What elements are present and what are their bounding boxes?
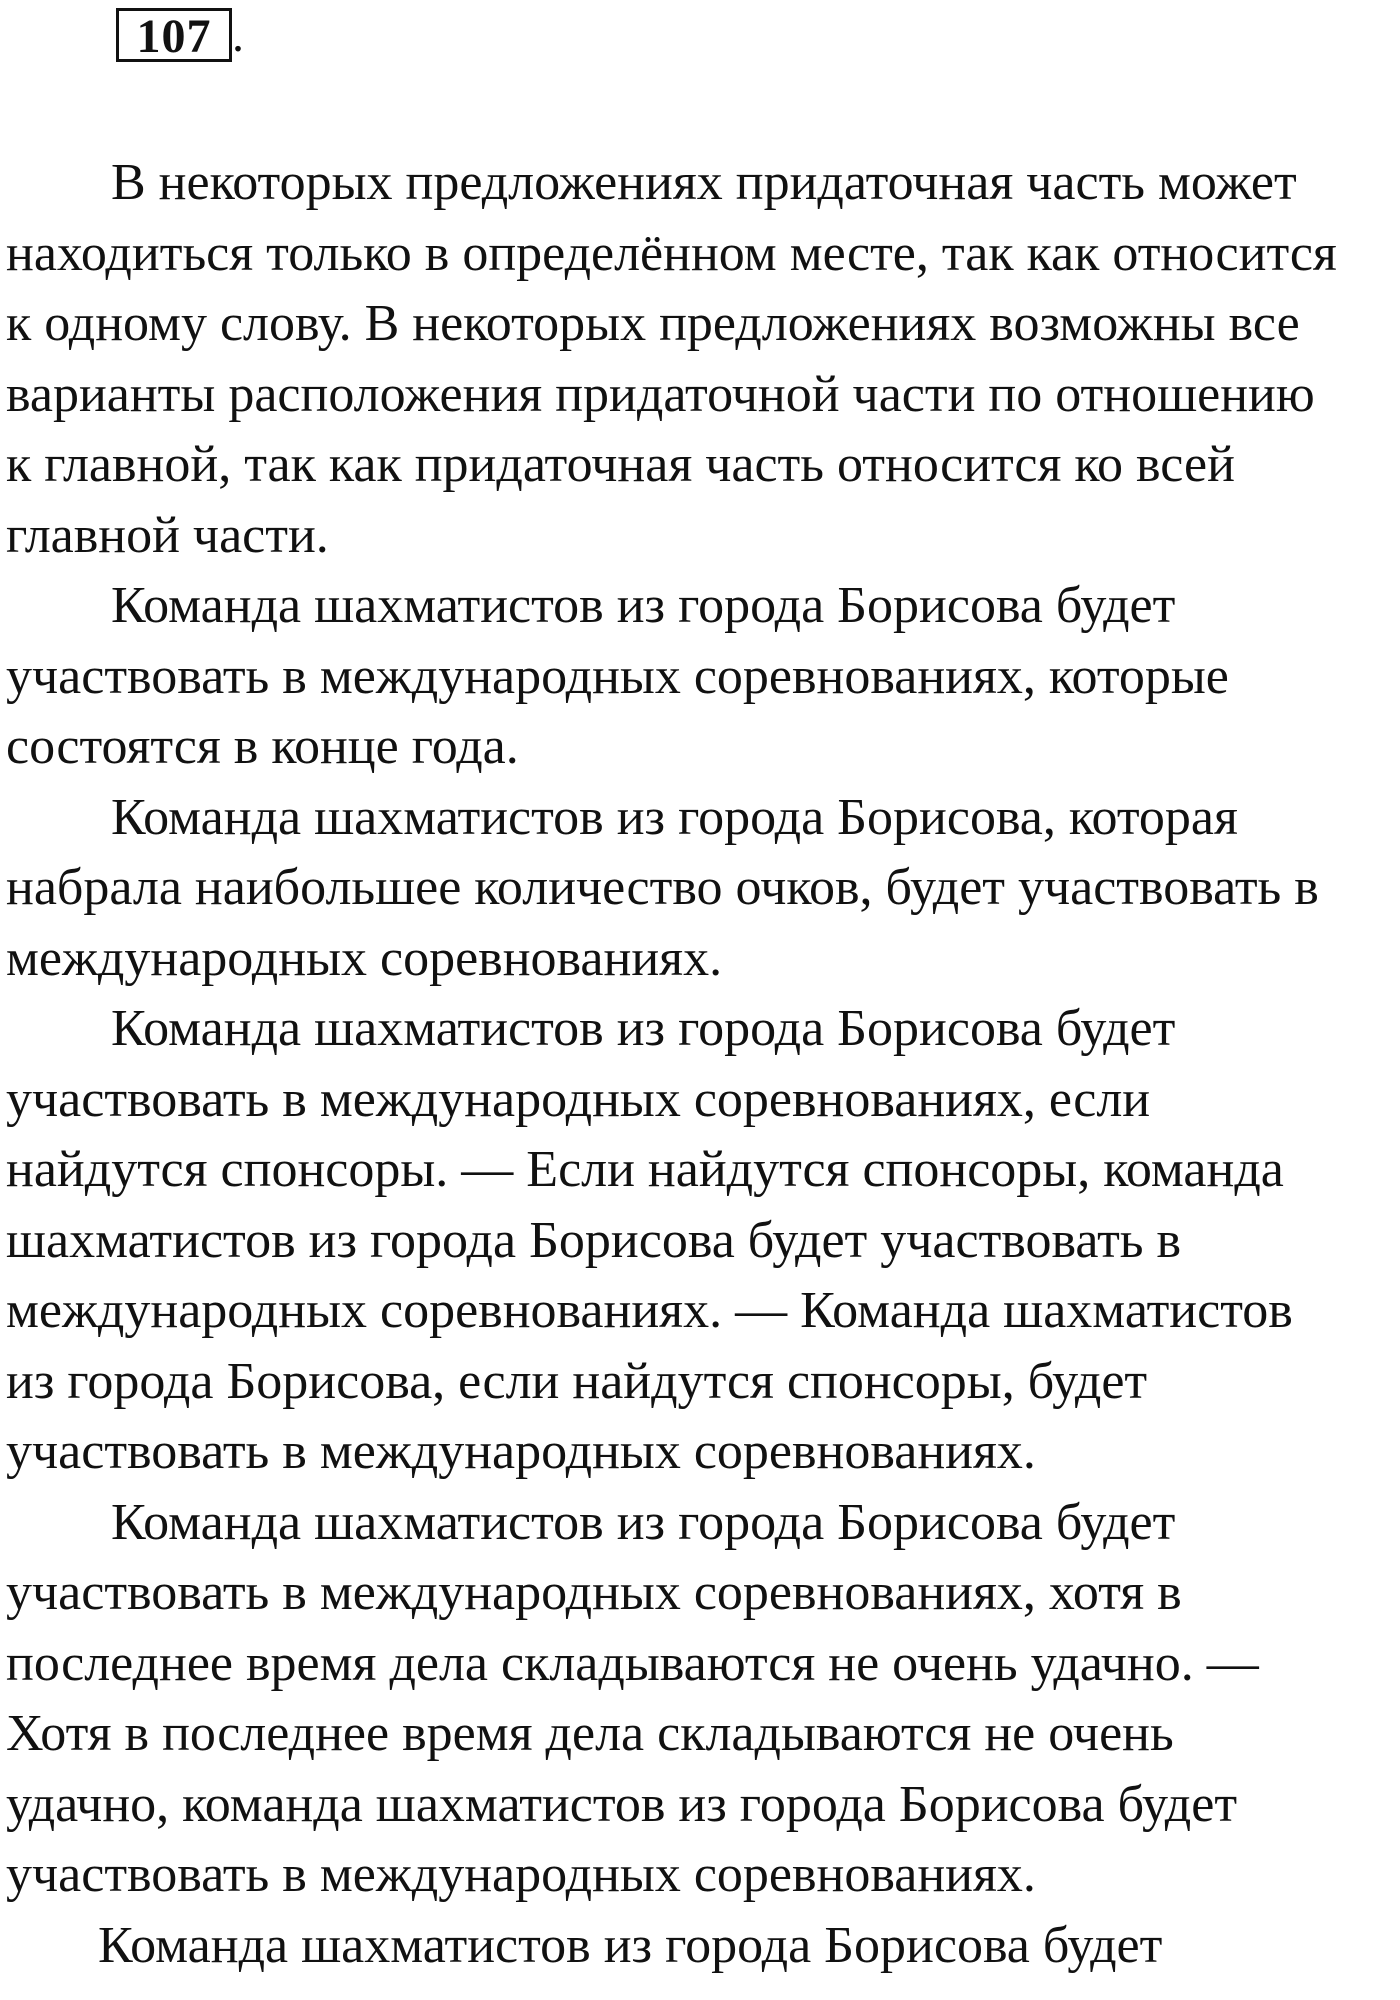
paragraph <box>6 148 1391 571</box>
exercise-number: 107 <box>116 8 232 62</box>
text-line: участвовать в международных соревнованиях. <box>6 1423 1036 1480</box>
paragraph <box>6 1911 1391 1982</box>
text-line: Команда шахматистов из города Борисова будет <box>111 1493 1176 1551</box>
text-line: участвовать в международных соревнованиях, если <box>6 1070 1151 1128</box>
text-line: Команда шахматистов из города Борисова будет <box>111 1000 1176 1057</box>
paragraph <box>6 1488 1391 1911</box>
text-line: международных соревнованиях. — Команда шахматистов <box>6 1282 1293 1339</box>
text-line: Команда шахматистов из города Борисова будет <box>98 1916 1163 1974</box>
text-line: к главной, так как придаточная часть относится ко всей <box>6 436 1235 493</box>
exercise-number-dot: . <box>232 9 244 62</box>
text-line: Команда шахматистов из города Борисова, которая <box>111 788 1238 846</box>
text-line: удачно, команда шахматистов из города Борисова будет <box>6 1775 1238 1833</box>
text-line: международных соревнованиях. <box>6 929 723 987</box>
text-line: найдутся спонсоры. — Если найдутся спонсоры, команда <box>6 1141 1284 1198</box>
text-line: последнее время дела складываются не очень удачно. — <box>6 1634 1259 1692</box>
text-line: к одному слову. В некоторых предложениях возможны все <box>6 295 1300 352</box>
text-line: состоятся в конце года. <box>6 718 519 775</box>
document-body <box>6 148 1391 1981</box>
text-line: Команда шахматистов из города Борисова будет <box>111 577 1176 634</box>
text-line: находиться только в определённом месте, так как относится <box>6 224 1337 282</box>
text-line: главной части. <box>6 506 329 564</box>
text-line: Хотя в последнее время дела складываются не очень <box>6 1705 1174 1762</box>
text-line: участвовать в международных соревнованиях. <box>6 1846 1036 1903</box>
paragraph <box>6 783 1391 995</box>
text-line: шахматистов из города Борисова будет участвовать в <box>6 1211 1182 1269</box>
text-line: варианты расположения придаточной части по отношению <box>6 365 1315 423</box>
text-line: В некоторых предложениях придаточная часть может <box>111 154 1297 211</box>
text-line: участвовать в международных соревнованиях, которые <box>6 647 1229 705</box>
text-line: набрала наибольшее количество очков, будет участвовать в <box>6 859 1319 916</box>
text-line: участвовать в международных соревнованиях, хотя в <box>6 1564 1182 1621</box>
paragraph <box>6 994 1391 1488</box>
paragraph <box>6 571 1391 783</box>
text-line: из города Борисова, если найдутся спонсоры, будет <box>6 1352 1148 1410</box>
